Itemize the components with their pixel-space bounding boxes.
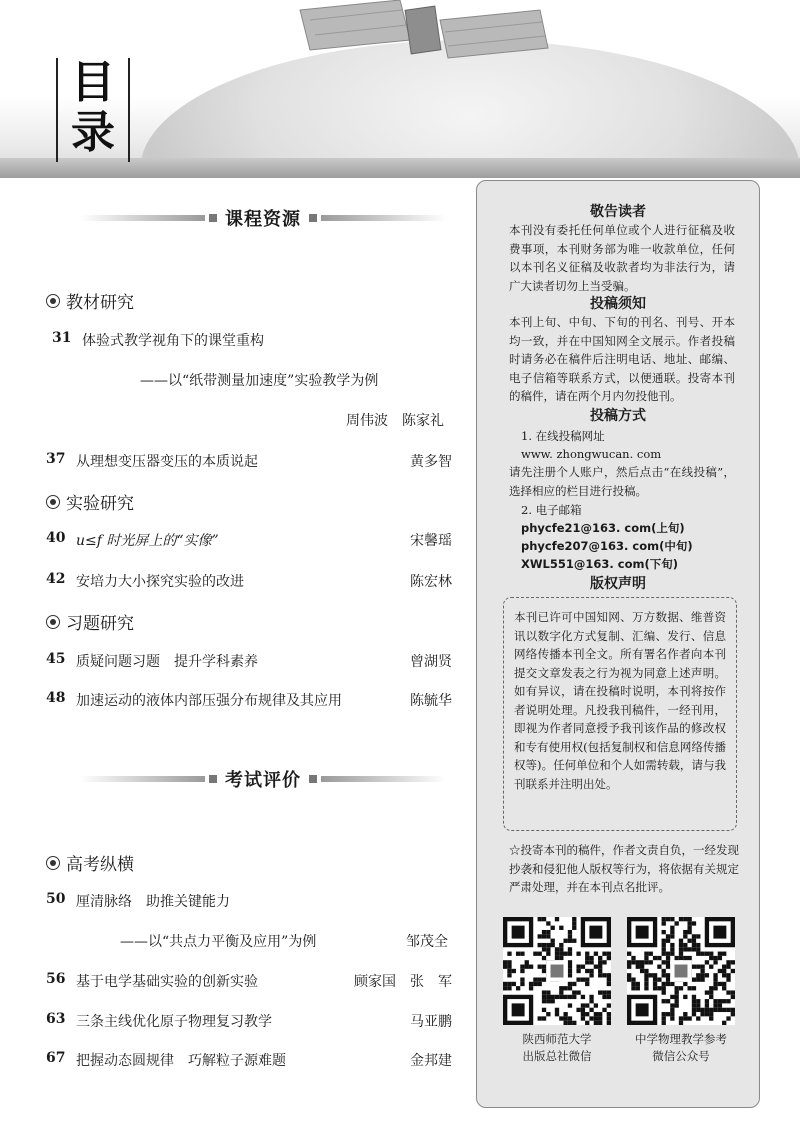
qr-caption-1 bbox=[497, 1031, 617, 1065]
category-label: 实验研究 bbox=[66, 494, 134, 514]
circle-bullet-icon bbox=[46, 294, 60, 308]
qr-caption-line: 出版总社微信 bbox=[522, 1049, 592, 1063]
email-1[interactable]: phycfe21@163. com(上旬) bbox=[521, 521, 685, 535]
entry-authors: 邹茂全 bbox=[406, 934, 448, 950]
copyright-box bbox=[503, 597, 737, 831]
toc-entry[interactable] bbox=[46, 571, 452, 591]
title-char-1: 目 bbox=[71, 57, 115, 108]
page-number: 67 bbox=[46, 1050, 66, 1066]
entry-title: u≤f 时光屏上的“实像” bbox=[76, 533, 219, 549]
page-number: 48 bbox=[46, 690, 66, 706]
page-number: 63 bbox=[46, 1011, 66, 1027]
sidebar-panel bbox=[476, 180, 760, 1108]
category-experiment-research bbox=[46, 489, 134, 514]
circle-bullet-icon bbox=[46, 615, 60, 629]
email-3[interactable]: XWL551@163. com(下旬) bbox=[521, 557, 678, 571]
toc-entry[interactable] bbox=[46, 330, 452, 350]
notice-title: 敬告读者 bbox=[590, 204, 646, 220]
page-number: 37 bbox=[46, 451, 66, 467]
entry-authors: 马亚鹏 bbox=[410, 1014, 452, 1030]
qr-caption-2 bbox=[621, 1031, 741, 1065]
category-label: 教材研究 bbox=[66, 293, 134, 313]
toc-entry[interactable] bbox=[46, 1050, 452, 1070]
entry-subtitle: ——以“纸带测量加速度”实验教学为例 bbox=[140, 373, 379, 389]
section-title: 考试评价 bbox=[225, 770, 301, 791]
entry-authors: 金邦建 bbox=[410, 1053, 452, 1069]
divider bbox=[321, 215, 446, 221]
category-gaokao bbox=[46, 850, 134, 875]
entry-authors: 顾家国 张 军 bbox=[354, 974, 452, 990]
circle-bullet-icon bbox=[46, 856, 60, 870]
toc-entry[interactable] bbox=[46, 651, 452, 671]
toc-entry[interactable] bbox=[46, 690, 452, 710]
entry-authors: 陈毓华 bbox=[410, 693, 452, 709]
entry-authors: 陈宏林 bbox=[410, 574, 452, 590]
copyright-title: 版权声明 bbox=[590, 576, 646, 592]
page-header bbox=[0, 0, 800, 178]
toc-entry[interactable] bbox=[46, 530, 452, 550]
title-char-2: 录 bbox=[71, 107, 115, 158]
entry-title: 基于电学基础实验的创新实验 bbox=[76, 974, 258, 990]
category-textbook-research bbox=[46, 288, 134, 313]
circle-bullet-icon bbox=[46, 495, 60, 509]
email-2[interactable]: phycfe207@163. com(中旬) bbox=[521, 539, 693, 553]
toc-entry[interactable] bbox=[46, 1011, 452, 1031]
page-number: 45 bbox=[46, 651, 66, 667]
entry-title: 三条主线优化原子物理复习教学 bbox=[76, 1014, 272, 1030]
copyright-text: 本刊已许可中国知网、万方数据、维普资讯以数字化方式复制、汇编、发行、信息网络传播本刊全文。所有署名作者向本刊提交文章发表之行为视为同意上述声明。如有异议，请在投稿时说明，本刊将按作者说明处理。凡投我刊稿件，一经刊用，即视为作者同意授予我刊该作品的修改权和专有使用权(包括复制权和信息网络传播权等)。任何单位和个人如需转载，请与我刊联系并注明出处。 bbox=[514, 610, 726, 791]
category-label: 习题研究 bbox=[66, 614, 134, 634]
entry-title: 加速运动的液体内部压强分布规律及其应用 bbox=[76, 693, 342, 709]
entry-title: 质疑问题习题 提升学科素养 bbox=[76, 654, 258, 670]
submit-title: 投稿须知 bbox=[590, 296, 646, 312]
entry-title: 厘清脉络 助推关键能力 bbox=[76, 894, 230, 910]
qr-code-icon[interactable] bbox=[503, 917, 611, 1025]
warning-text: ☆投寄本刊的稿件，作者文责自负，一经发现抄袭和侵犯他人版权等行为，将依据有关规定严肃处理，并在本刊点名批评。 bbox=[509, 843, 739, 894]
page-number: 40 bbox=[46, 530, 66, 546]
online-url[interactable]: www. zhongwucan. com bbox=[521, 447, 662, 461]
page-title bbox=[56, 58, 130, 162]
entry-title: 把握动态圆规律 巧解粒子源难题 bbox=[76, 1053, 286, 1069]
category-exercise-research bbox=[46, 609, 134, 634]
toc-entry[interactable] bbox=[46, 451, 452, 471]
entry-title: 体验式教学视角下的课堂重构 bbox=[82, 333, 264, 349]
toc-entry[interactable] bbox=[46, 971, 452, 991]
category-label: 高考纵横 bbox=[66, 855, 134, 875]
submit-text: 本刊上旬、中旬、下旬的刊名、刊号、开本均一致，并在中国知网全文展示。作者投稿时请务必在稿件后注明电话、地址、邮编、电子信箱等联系方式，以便通联。投寄本刊的稿件，请在两个月内勿投他刊。 bbox=[509, 315, 735, 403]
square-marker-icon bbox=[309, 775, 317, 783]
section-title: 课程资源 bbox=[225, 209, 301, 230]
qr-code-icon[interactable] bbox=[627, 917, 735, 1025]
qr-caption-line: 陕西师范大学 bbox=[522, 1032, 592, 1046]
square-marker-icon bbox=[309, 214, 317, 222]
entry-authors: 黄多智 bbox=[410, 454, 452, 470]
satellite-icon bbox=[290, 0, 550, 80]
entry-subtitle: ——以“共点力平衡及应用”为例 bbox=[120, 934, 317, 950]
page-number: 42 bbox=[46, 571, 66, 587]
page-number: 50 bbox=[46, 891, 66, 907]
qr-caption-line: 中学物理教学参考 bbox=[635, 1032, 727, 1046]
entry-authors: 曾湖贤 bbox=[410, 654, 452, 670]
toc-entry[interactable] bbox=[46, 891, 452, 911]
method-title: 投稿方式 bbox=[590, 408, 646, 424]
online-text: 请先注册个人账户，然后点击“在线投稿”，选择相应的栏目进行投稿。 bbox=[509, 465, 735, 498]
page-number: 31 bbox=[52, 330, 72, 346]
divider bbox=[80, 215, 205, 221]
section-heading-course-resources bbox=[80, 208, 446, 228]
online-label: 1. 在线投稿网址 bbox=[521, 429, 605, 443]
notice-text: 本刊没有委托任何单位或个人进行征稿及收费事项，本刊财务部为唯一收款单位，任何以本刊名义征稿及收款者均为非法行为，请广大读者切勿上当受骗。 bbox=[509, 223, 735, 293]
email-label: 2. 电子邮箱 bbox=[521, 503, 582, 517]
section-heading-exam-evaluation bbox=[80, 769, 446, 789]
entry-authors: 宋馨瑶 bbox=[410, 533, 452, 549]
divider bbox=[80, 776, 205, 782]
entry-title: 从理想变压器变压的本质说起 bbox=[76, 454, 258, 470]
square-marker-icon bbox=[209, 775, 217, 783]
entry-authors: 周伟波 陈家礼 bbox=[346, 413, 444, 429]
square-marker-icon bbox=[209, 214, 217, 222]
qr-caption-line: 微信公众号 bbox=[652, 1049, 710, 1063]
page-number: 56 bbox=[46, 971, 66, 987]
entry-title: 安培力大小探究实验的改进 bbox=[76, 574, 244, 590]
divider bbox=[321, 776, 446, 782]
